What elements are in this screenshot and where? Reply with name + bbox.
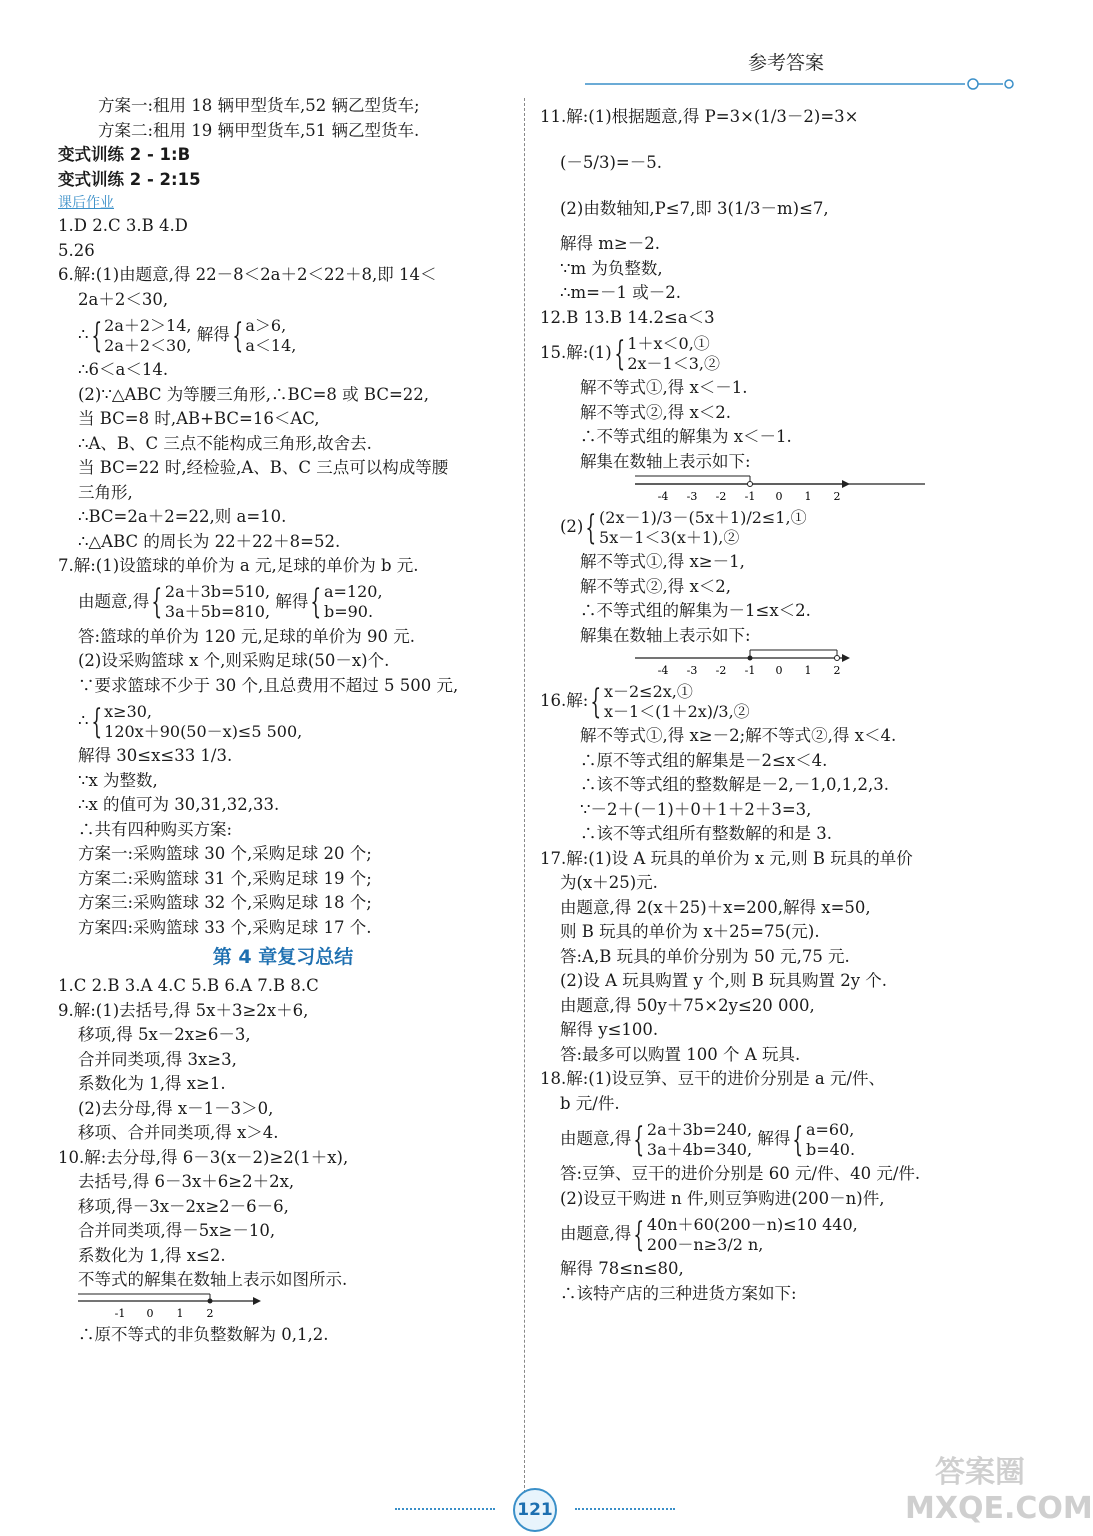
- section-title: 第 4 章复习总结: [212, 946, 354, 968]
- eq: a=120,: [323, 582, 383, 601]
- text-line: 解得 30≤x≤33 1/3.: [78, 746, 233, 765]
- text-line: 17.解:(1)设 A 玩具的单价为 x 元,则 B 玩具的单价: [540, 848, 913, 868]
- left-column: [58, 94, 508, 1347]
- text-line: 6.解:(1)由题意,得 22－8＜2a＋2＜22＋8,即 14＜: [58, 265, 437, 284]
- text-line: ∵x 为整数,: [78, 770, 158, 790]
- text-line: 则 B 玩具的单价为 x＋25=75(元).: [560, 922, 820, 941]
- eq: 2a＋3b=240,: [646, 1119, 753, 1139]
- eq: a=60,: [805, 1119, 855, 1139]
- brace-icon: {: [310, 582, 322, 622]
- eq: (2x－1)/3－(5x＋1)/2≤1,①: [599, 507, 807, 527]
- text-line: ∴该不等式组的整数解是－2,－1,0,1,2,3.: [580, 775, 889, 794]
- text-line: 7.解:(1)设篮球的单价为 a 元,足球的单价为 b 元.: [58, 556, 419, 575]
- text-line: 2a＋2＜30,: [78, 289, 169, 309]
- system-lines: [104, 702, 302, 742]
- eq: b=90.: [323, 602, 374, 621]
- problem-label: 16.解:: [540, 691, 589, 710]
- tick-label: 1: [804, 664, 812, 677]
- text-line: 答:A,B 玩具的单价分别为 50 元,75 元.: [560, 946, 850, 966]
- given-label: 由题意,得: [560, 1224, 632, 1243]
- text-line: 当 BC=8 时,AB+BC=16＜AC,: [78, 409, 320, 428]
- homework-label: 课后作业: [58, 195, 114, 211]
- brace-icon: {: [90, 315, 102, 356]
- part-label: (2): [560, 517, 584, 536]
- brace-icon: {: [614, 333, 625, 374]
- text-line: ∴x 的值可为 30,31,32,33.: [78, 795, 280, 814]
- eq: 40n＋60(200－n)≤10 440,: [646, 1214, 858, 1234]
- text-line: 移项,得－3x－2x≥2－6－6,: [78, 1196, 289, 1216]
- text-line: 系数化为 1,得 x≤2.: [78, 1245, 226, 1265]
- eq: x－1＜(1＋2x)/3,②: [603, 701, 750, 721]
- text-line: 解不等式②,得 x＜2,: [580, 576, 732, 596]
- text-line: 12.B 13.B 14.2≤a＜3: [540, 307, 715, 327]
- text-line: 方案二:租用 19 辆甲型货车,51 辆乙型货车.: [98, 120, 420, 140]
- page-number: [475, 1488, 595, 1532]
- text-line: 答:豆笋、豆干的进价分别是 60 元/件、40 元/件.: [560, 1164, 921, 1183]
- tick-label: 0: [775, 490, 783, 503]
- brace-icon: {: [633, 1214, 645, 1255]
- eq: 3a＋5b=810,: [164, 602, 271, 621]
- eq: 2a＋2＜30,: [104, 335, 192, 355]
- solve-label: 解得: [275, 591, 309, 611]
- brace-icon: {: [232, 315, 243, 356]
- eq: x≥30,: [104, 701, 153, 721]
- text-line: 为(x＋25)元.: [560, 873, 658, 892]
- header-title: 参考答案: [748, 52, 825, 74]
- equation-system: [58, 698, 508, 744]
- system-lines: [647, 1120, 752, 1160]
- text-line: 11.解:(1)根据题意,得 P=3×(1/3－2)=3×: [540, 107, 859, 126]
- system-lines: [245, 316, 296, 356]
- text-line: 系数化为 1,得 x≥1.: [78, 1074, 226, 1093]
- eq: a＜14,: [245, 335, 297, 355]
- tick-label: 0: [775, 664, 783, 677]
- text-line: 变式训练 2 - 1:B: [58, 145, 191, 164]
- system-lines: [165, 582, 270, 622]
- tick-label: -1: [744, 664, 756, 677]
- text-line: ∴不等式组的解集为 x＜－1.: [580, 427, 792, 446]
- text-line: 由题意,得 2(x＋25)＋x=200,解得 x=50,: [560, 897, 871, 917]
- text-line: (2)去分母,得 x－1－3＞0,: [78, 1098, 274, 1118]
- text-line: 由题意,得 50y＋75×2y≤20 000,: [560, 995, 815, 1015]
- number-line-svg: [540, 474, 860, 504]
- footer-dots-right: [575, 1508, 675, 1510]
- column-divider: [524, 98, 525, 1498]
- text-line: ∴原不等式组的解集是－2≤x＜4.: [580, 750, 828, 770]
- text-line: 解得 y≤100.: [560, 1020, 659, 1039]
- text-line: b 元/件.: [560, 1093, 620, 1113]
- number-line-2: [540, 648, 995, 678]
- text-line: 解得 78≤n≤80,: [560, 1259, 684, 1278]
- text-line: 解不等式②,得 x＜2.: [580, 402, 732, 422]
- brace-icon: {: [151, 582, 163, 622]
- text-line: 方案三:采购篮球 32 个,采购足球 18 个;: [78, 893, 372, 912]
- equation-system: [540, 330, 995, 376]
- text-line: 1.C 2.B 3.A 4.C 5.B 6.A 7.B 8.C: [58, 976, 319, 995]
- text-line: 去括号,得 6－3x＋6≥2＋2x,: [78, 1172, 295, 1191]
- text-line: 方案一:采购篮球 30 个,采购足球 20 个;: [78, 844, 372, 863]
- header-decoration: [585, 78, 1015, 90]
- text-line: (2)设 A 玩具购置 y 个,则 B 玩具购置 2y 个.: [560, 971, 888, 990]
- text-line: 解集在数轴上表示如下:: [580, 625, 751, 645]
- text-line: ∵－2＋(－1)＋0＋1＋2＋3=3,: [580, 799, 812, 819]
- text-line: 三角形,: [78, 482, 133, 502]
- tick-label: 1: [176, 1306, 184, 1320]
- text-line: 解集在数轴上表示如下:: [580, 451, 751, 471]
- text-line: ∴BC=2a＋2=22,则 a=10.: [78, 507, 287, 526]
- number-line-1: [540, 474, 995, 504]
- text-line: (－5/3)=－5.: [560, 153, 662, 172]
- therefore-symbol: ∴: [78, 711, 89, 730]
- text-line: (2)设采购篮球 x 个,则采购足球(50－x)个.: [78, 651, 390, 670]
- equation-system: [540, 1211, 995, 1257]
- text-line: (2)由数轴知,P≤7,即 3(1/3－m)≤7,: [560, 199, 829, 218]
- tick-label: 2: [833, 490, 841, 503]
- tick-label: 2: [206, 1306, 214, 1320]
- tick-label: -1: [114, 1306, 126, 1320]
- tick-label: 0: [146, 1306, 154, 1320]
- text-line: 当 BC=22 时,经检验,A、B、C 三点可以构成等腰: [78, 458, 449, 477]
- tick-label: 1: [804, 490, 812, 503]
- text-line: 解不等式①,得 x≥－1,: [580, 552, 745, 571]
- eq: a＞6,: [245, 315, 287, 335]
- text-line: 5.26: [58, 240, 95, 260]
- text-line: (2)∵△ABC 为等腰三角形,∴BC=8 或 BC=22,: [78, 384, 430, 404]
- eq: 2x－1＜3,②: [627, 353, 720, 373]
- eq: b=40.: [805, 1139, 856, 1159]
- text-line: 合并同类项,得－5x≥－10,: [78, 1221, 276, 1240]
- tick-label: -4: [657, 490, 669, 503]
- text-line: 解得 m≥－2.: [560, 234, 660, 253]
- page-number-badge: 121: [513, 1488, 557, 1532]
- text-line: 合并同类项,得 3x≥3,: [78, 1049, 237, 1069]
- brace-icon: {: [633, 1119, 645, 1160]
- watermark-logo: 答案圈 MXQE.COM: [905, 1455, 1093, 1526]
- text-line: (2)设豆干购进 n 件,则豆笋购进(200－n)件,: [560, 1188, 885, 1208]
- text-line: ∴不等式组的解集为－1≤x＜2.: [580, 601, 811, 620]
- system-lines: [599, 508, 807, 548]
- text-line: ∴原不等式的非负整数解为 0,1,2.: [78, 1324, 329, 1344]
- text-line: 解不等式①,得 x＜－1.: [580, 378, 748, 397]
- equation-system: [540, 1116, 995, 1162]
- text-line: 方案二:采购篮球 31 个,采购足球 19 个;: [78, 868, 372, 888]
- text-line: ∴m=－1 或－2.: [560, 283, 681, 302]
- eq: 120x＋90(50－x)≤5 500,: [104, 721, 303, 741]
- number-line-svg: [540, 648, 860, 678]
- system-lines: [627, 334, 720, 374]
- eq: 2a＋2＞14,: [104, 315, 192, 335]
- text-line: 方案一:租用 18 辆甲型货车,52 辆乙型货车;: [98, 96, 420, 115]
- text-line: ∴A、B、C 三点不能构成三角形,故舍去.: [78, 433, 372, 453]
- tick-label: -2: [715, 490, 727, 503]
- number-line-svg: [58, 1293, 278, 1323]
- solve-label: 解得: [196, 325, 230, 344]
- text-line: 答:篮球的单价为 120 元,足球的单价为 90 元.: [78, 626, 416, 646]
- text-line: ∵要求篮球不少于 30 个,且总费用不超过 5 500 元,: [78, 675, 459, 695]
- text-line: ∴6＜a＜14.: [78, 360, 169, 379]
- tick-label: 2: [833, 664, 841, 677]
- brace-icon: {: [90, 701, 102, 742]
- brace-icon: {: [590, 681, 602, 722]
- number-line-left: [58, 1293, 508, 1323]
- eq: x－2≤2x,①: [603, 681, 693, 701]
- text-line: 18.解:(1)设豆笋、豆干的进价分别是 a 元/件、: [540, 1069, 886, 1088]
- tick-label: -4: [657, 664, 669, 677]
- system-lines: [104, 316, 191, 356]
- text-line: 变式训练 2 - 2:15: [58, 169, 201, 189]
- text-line: 解不等式①,得 x≥－2;解不等式②,得 x＜4.: [580, 726, 897, 745]
- tick-label: -3: [686, 490, 698, 503]
- given-label: 由题意,得: [560, 1129, 632, 1148]
- eq: 3a＋4b=340,: [646, 1139, 753, 1159]
- text-line: 10.解:去分母,得 6－3(x－2)≥2(1＋x),: [58, 1147, 349, 1167]
- text-line: 1.D 2.C 3.B 4.D: [58, 216, 188, 235]
- text-line: ∵m 为负整数,: [560, 258, 663, 278]
- brace-icon: {: [585, 507, 597, 548]
- tick-label: -2: [715, 664, 727, 677]
- equation-system: [58, 312, 508, 358]
- system-lines: [806, 1120, 855, 1160]
- text-line: 方案四:采购篮球 33 个,采购足球 17 个.: [78, 917, 372, 937]
- text-line: 移项、合并同类项,得 x＞4.: [78, 1123, 279, 1142]
- system-lines: [647, 1215, 858, 1255]
- text-line: 移项,得 5x－2x≥6－3,: [78, 1025, 251, 1044]
- text-line: 9.解:(1)去括号,得 5x＋3≥2x＋6,: [58, 1000, 309, 1020]
- problem-label: 15.解:(1): [540, 343, 612, 362]
- given-label: 由题意,得: [78, 591, 150, 611]
- brace-icon: {: [792, 1119, 804, 1160]
- solve-label: 解得: [757, 1129, 791, 1148]
- text-line: ∴△ABC 的周长为 22＋22＋8=52.: [78, 531, 341, 551]
- text-line: 不等式的解集在数轴上表示如图所示.: [78, 1270, 348, 1289]
- equation-system: [540, 678, 995, 724]
- tick-label: -3: [686, 664, 698, 677]
- right-column: [540, 94, 995, 1306]
- eq: 1＋x＜0,①: [627, 333, 710, 353]
- therefore-symbol: ∴: [78, 325, 89, 344]
- text-line: ∴共有四种购买方案:: [78, 819, 233, 839]
- eq: 2a＋3b=510,: [164, 582, 271, 601]
- equation-system: [540, 504, 995, 550]
- system-lines: [604, 682, 750, 722]
- eq: 200－n≥3/2 n,: [646, 1234, 764, 1254]
- eq: 5x－1＜3(x＋1),②: [599, 527, 740, 547]
- text-line: 答:最多可以购置 100 个 A 玩具.: [560, 1044, 801, 1064]
- text-line: ∴该特产店的三种进货方案如下:: [560, 1283, 797, 1303]
- system-lines: [324, 582, 383, 622]
- equation-system: [58, 579, 508, 625]
- text-line: ∴该不等式组所有整数解的和是 3.: [580, 824, 832, 843]
- tick-label: -1: [744, 490, 756, 503]
